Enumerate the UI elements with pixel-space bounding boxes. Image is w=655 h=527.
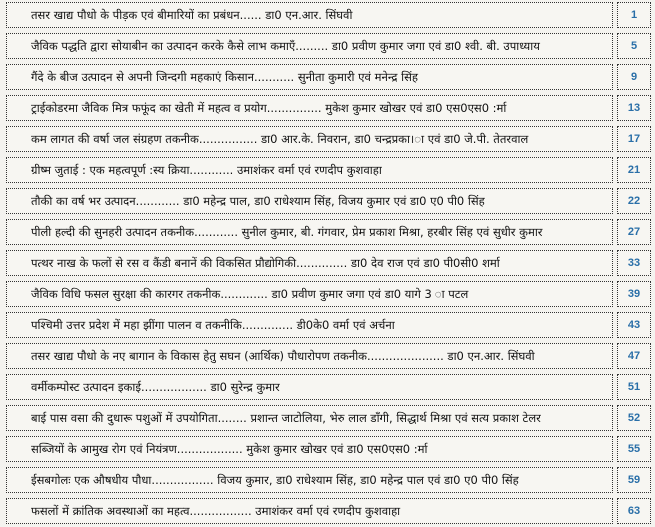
- toc-entry[interactable]: [2, 248, 653, 279]
- toc-entry[interactable]: [2, 341, 653, 372]
- article-title-link[interactable]: तौकी का वर्ष भर उत्पादन............ डा0 महेन्द्र पाल, डा0 राधेश्याम सिंह, विजय कुमार एवं डा0 ए0 पी0 सिंह: [6, 188, 613, 214]
- page-number-link[interactable]: 63: [617, 498, 651, 524]
- page-number-link[interactable]: 22: [617, 188, 651, 214]
- toc-entry[interactable]: [2, 155, 653, 186]
- article-title-link[interactable]: तसर खाद्य पौधो के नए बागान के विकास हेतु सघन (आर्थिक) पौधारोपण तकनीक..................... डा0 एन.आर. सिंघवी: [6, 343, 613, 369]
- toc-entry[interactable]: [2, 465, 653, 496]
- toc-entry[interactable]: [2, 186, 653, 217]
- toc-entry[interactable]: [2, 434, 653, 465]
- page-number-link[interactable]: 59: [617, 467, 651, 493]
- article-title-link[interactable]: गैंदे के बीज उत्पादन से अपनी जिन्दगी महकाएं किसान........... सुनीता कुमारी एवं मनेन्द्र सिंह: [6, 64, 613, 90]
- toc-entry[interactable]: [2, 372, 653, 403]
- page-number-link[interactable]: 27: [617, 219, 651, 245]
- page-number-link[interactable]: 33: [617, 250, 651, 276]
- toc-entry[interactable]: [2, 310, 653, 341]
- article-title-link[interactable]: पीली हल्दी की सुनहरी उत्पादन तकनीक............ सुनील कुमार, बी. गंगवार, प्रेम प्रकाश मिश्रा, हरबीर सिंह एवं सुधीर कुमार: [6, 219, 613, 245]
- article-title-link[interactable]: फसलों में क्रांतिक अवस्थाओं का महत्व................. उमाशंकर वर्मा एवं रणदीप कुशवाहा: [6, 498, 613, 524]
- toc-entry[interactable]: [2, 31, 653, 62]
- article-title-link[interactable]: जैविक विधि फसल सुरक्षा की कारगर तकनीक............. डा0 प्रवीण कुमार जगा एवं डा0 यागे 3 ा पटल: [6, 281, 613, 307]
- article-title-link[interactable]: पश्चिमी उत्तर प्रदेश में महा झींगा पालन व तकनीकि.............. डी0के0 वर्मा एवं अर्चना: [6, 312, 613, 338]
- article-title-link[interactable]: सब्जियों के आमुख रोग एवं नियंत्रण.................. मुकेश कुमार खोखर एवं डा0 एस0एस0 :र्मा: [6, 436, 613, 462]
- toc-entry[interactable]: [2, 93, 653, 124]
- toc-entry[interactable]: [2, 62, 653, 93]
- page-number-link[interactable]: 1: [617, 2, 651, 28]
- toc-entry[interactable]: [2, 496, 653, 527]
- page-number-link[interactable]: 52: [617, 405, 651, 431]
- page-number-link[interactable]: 39: [617, 281, 651, 307]
- toc-entry[interactable]: [2, 217, 653, 248]
- page-number-link[interactable]: 43: [617, 312, 651, 338]
- page-number-link[interactable]: 51: [617, 374, 651, 400]
- article-title-link[interactable]: ईसबगोलः एक औषधीय पौधा................. विजय कुमार, डा0 राधेश्याम सिंह, डा0 महेन्द्र पाल एवं डा0 ए0 पी0 सिंह: [6, 467, 613, 493]
- article-title-link[interactable]: वर्मीकम्पोस्ट उत्पादन इकाई.................. डा0 सुरेन्द्र कुमार: [6, 374, 613, 400]
- article-title-link[interactable]: कम लागत की वर्षा जल संग्रहण तकनीक................ डा0 आर.के. निवरान, डा0 चन्द्रप्रका।ा एवं डा0 जे.पी. तेतरवाल: [6, 126, 613, 152]
- article-title-link[interactable]: जैविक पद्धति द्वारा सोयाबीन का उत्पादन करके कैसे लाभ कमाएँ......... डा0 प्रवीण कुमार जगा एवं डा0 श्वी. बी. उपाध्याय: [6, 33, 613, 59]
- article-title-link[interactable]: तसर खाद्य पौधो के पीड़क एवं बीमारियों का प्रबंधन...... डा0 एन.आर. सिंघवी: [6, 2, 613, 28]
- page-number-link[interactable]: 13: [617, 95, 651, 121]
- page-number-link[interactable]: 21: [617, 157, 651, 183]
- page-number-link[interactable]: 9: [617, 64, 651, 90]
- toc-entry[interactable]: [2, 0, 653, 31]
- page-number-link[interactable]: 17: [617, 126, 651, 152]
- page-number-link[interactable]: 5: [617, 33, 651, 59]
- article-title-link[interactable]: बाई पास वसा की दुधारू पशुओं में उपयोगिता........ प्रशान्त जाटोलिया, भेरु लाल डाँगी, सिद्धार्थ मिश्रा एवं सत्य प्रकाश टेलर: [6, 405, 613, 431]
- page-number-link[interactable]: 55: [617, 436, 651, 462]
- article-title-link[interactable]: ट्राईकोडरमा जैविक मित्र फफूंद का खेती में महत्व व प्रयोग............... मुकेश कुमार खोखर एवं डा0 एस0एस0 :र्मा: [6, 95, 613, 121]
- article-title-link[interactable]: पत्थर नाख के फलों से रस व कैंडी बनानें की विकसित प्रौद्योगिकी.............. डा0 देव राज एवं डा0 पी0सी0 शर्मा: [6, 250, 613, 276]
- page-number-link[interactable]: 47: [617, 343, 651, 369]
- article-title-link[interactable]: ग्रीष्म जुताई : एक महत्वपूर्ण :स्य क्रिया............ उमाशंकर वर्मा एवं रणदीप कुशवाहा: [6, 157, 613, 183]
- toc-entry[interactable]: [2, 279, 653, 310]
- toc-entry[interactable]: [2, 403, 653, 434]
- toc-entry[interactable]: [2, 124, 653, 155]
